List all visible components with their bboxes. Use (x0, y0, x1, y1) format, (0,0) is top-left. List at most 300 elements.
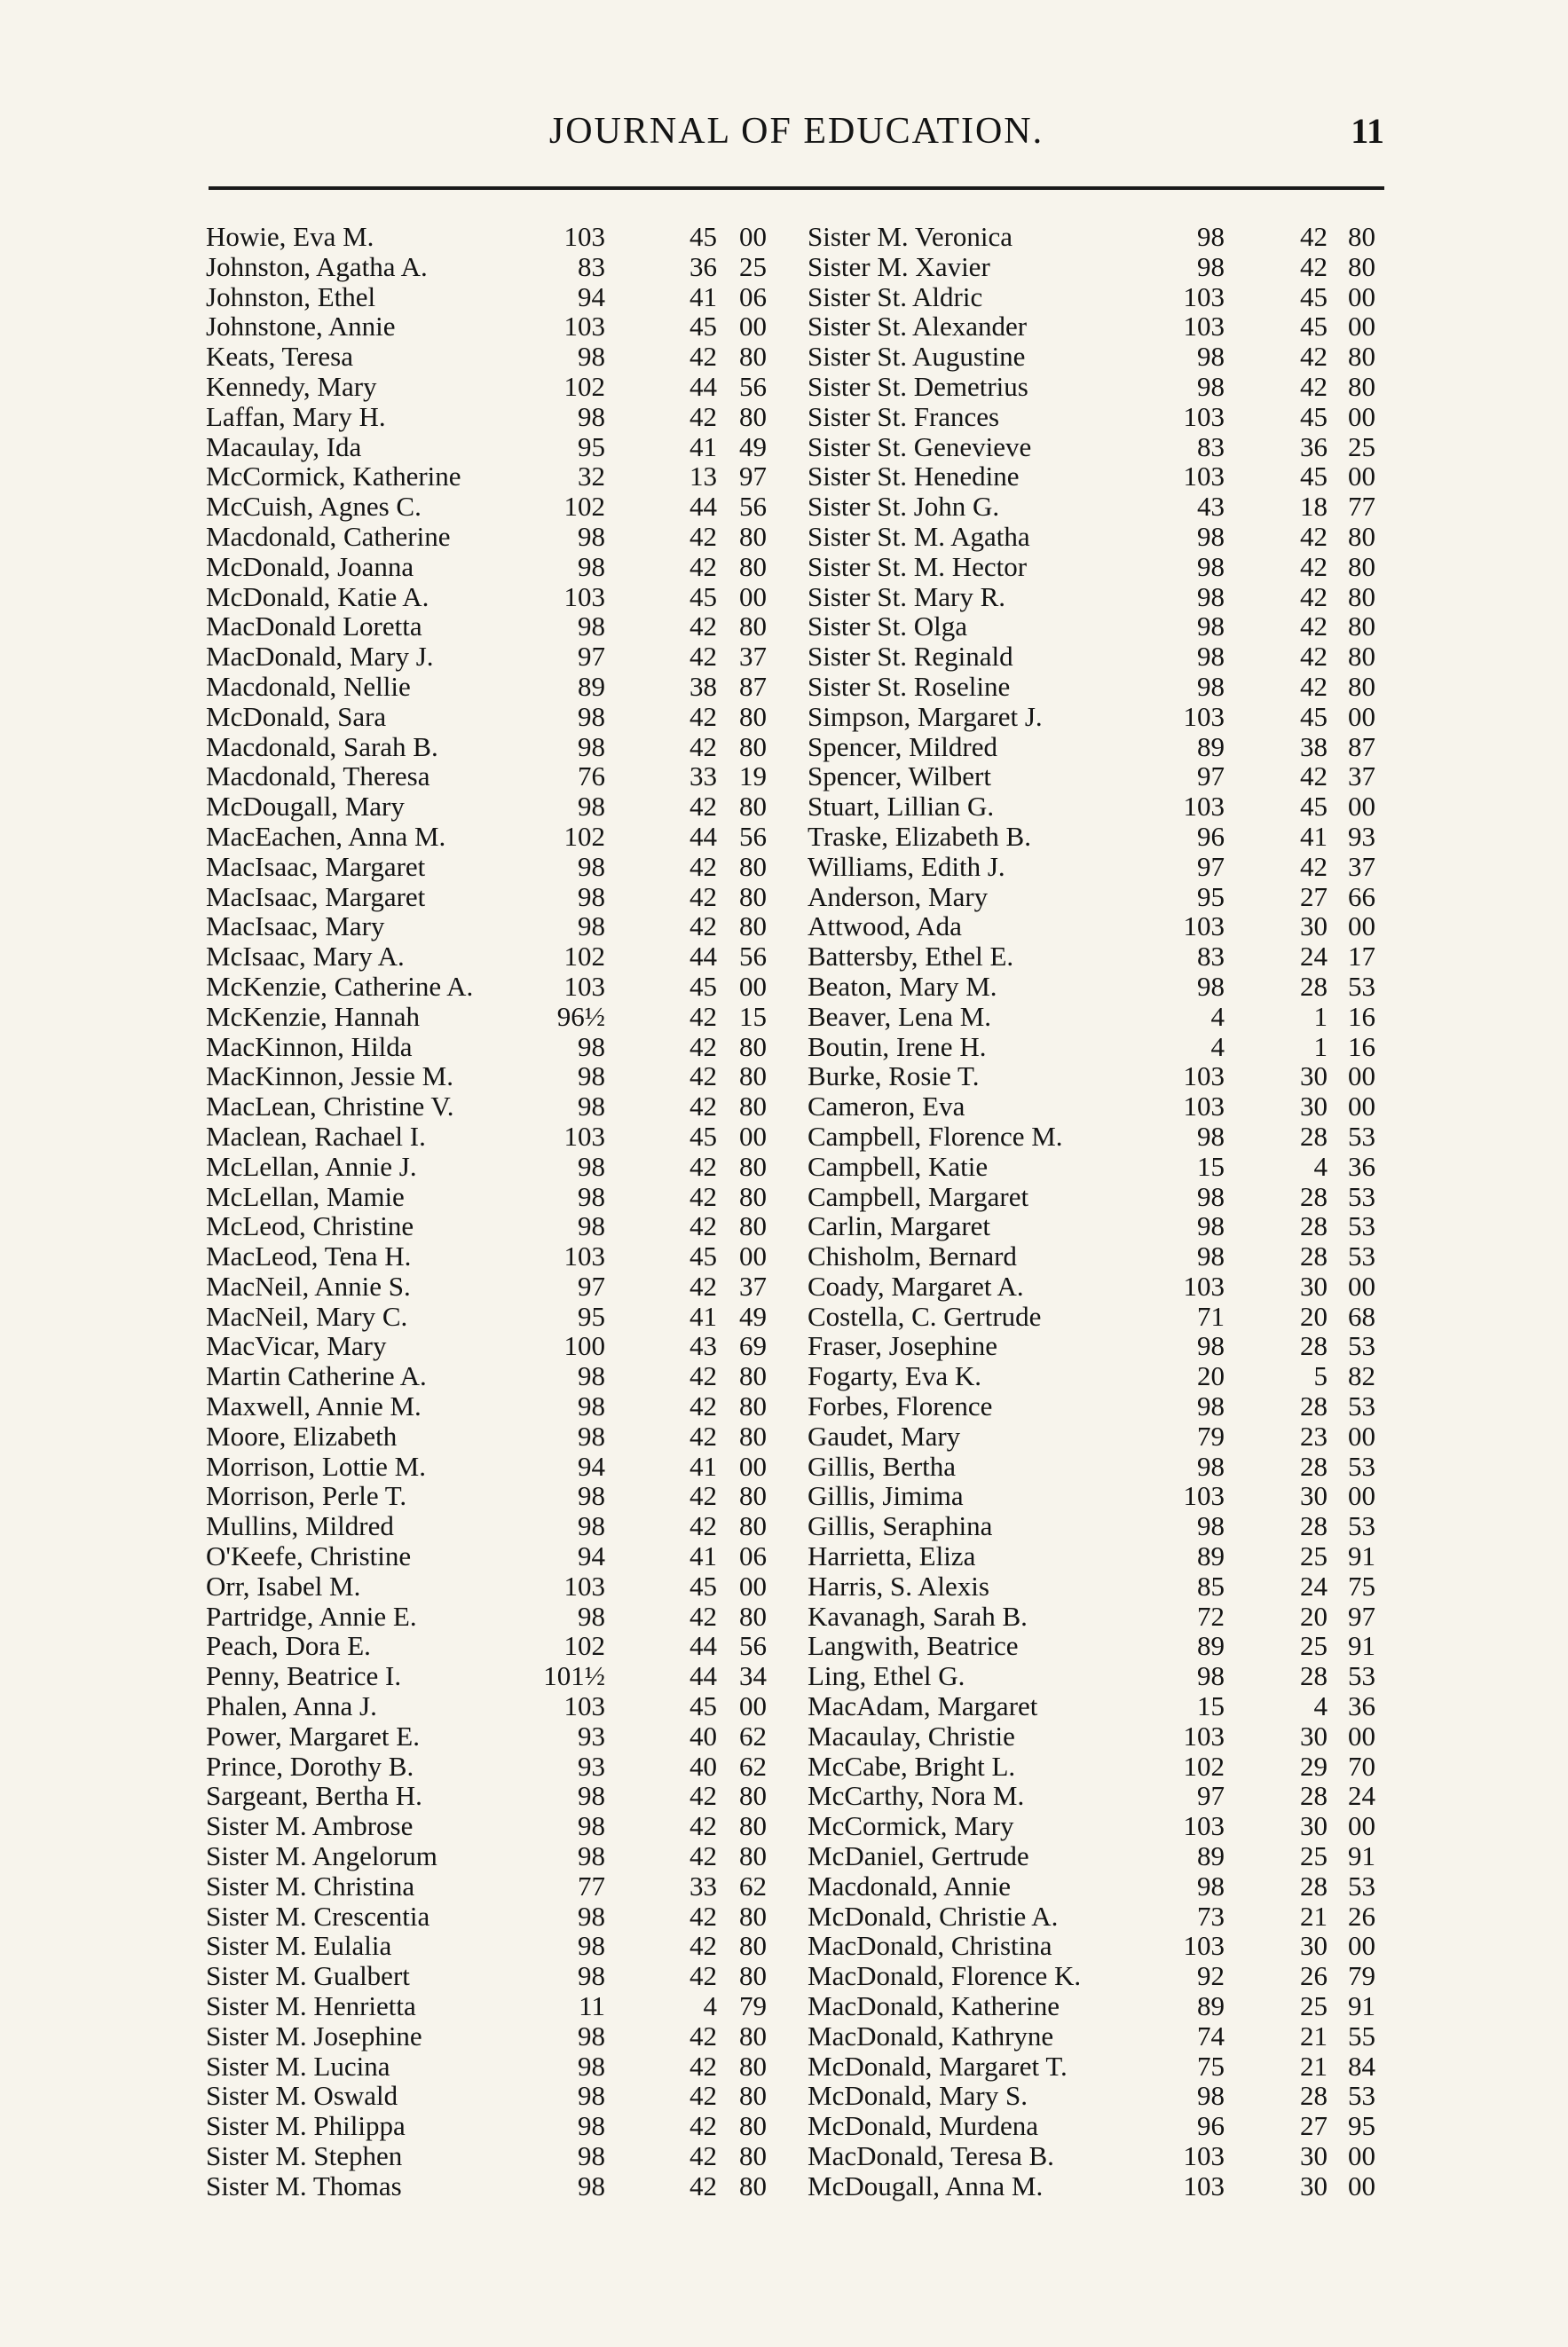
list-row (808, 2052, 1375, 2082)
row-name: MacDonald, Christina (808, 1930, 1052, 1962)
list-row (808, 1811, 1375, 1841)
row-name: Peach, Dora E. (206, 1630, 371, 1662)
row-cents: 68 (1348, 1300, 1375, 1332)
row-days: 103 (1183, 1810, 1225, 1842)
row-name: Campbell, Margaret (808, 1180, 1029, 1212)
list-row (206, 2081, 774, 2111)
row-cents: 49 (739, 1300, 767, 1332)
list-row (808, 2081, 1375, 2111)
list-row (206, 432, 774, 462)
list-row (808, 492, 1375, 522)
row-dollars: 42 (689, 850, 717, 882)
list-row (206, 402, 774, 432)
list-row (808, 972, 1375, 1002)
row-name: Campbell, Florence M. (808, 1120, 1063, 1152)
row-cents: 24 (1348, 1780, 1375, 1812)
row-name: Sister M. Gualbert (206, 1960, 410, 1992)
row-days: 98 (1197, 970, 1225, 1002)
row-days: 98 (1197, 1450, 1225, 1482)
row-cents: 00 (1348, 1091, 1375, 1122)
row-dollars: 42 (689, 1150, 717, 1182)
list-row (808, 1991, 1375, 2021)
row-dollars: 42 (689, 700, 717, 732)
row-cents: 00 (1348, 1270, 1375, 1302)
row-days: 103 (1183, 1930, 1225, 1962)
row-dollars: 28 (1300, 1660, 1328, 1692)
list-row (808, 1152, 1375, 1182)
row-name: Maxwell, Annie M. (206, 1390, 422, 1422)
journal-title: JOURNAL OF EDUCATION. (548, 111, 1044, 152)
row-name: O'Keefe, Christine (206, 1540, 412, 1572)
row-dollars: 4 (703, 1990, 717, 2022)
row-cents: 80 (739, 400, 767, 432)
row-cents: 84 (1348, 2050, 1375, 2082)
list-row (808, 2141, 1375, 2171)
row-cents: 00 (1348, 2170, 1375, 2201)
row-days: 32 (578, 461, 605, 492)
row-days: 98 (578, 1960, 605, 1992)
row-cents: 00 (1348, 2140, 1375, 2171)
row-days: 98 (578, 791, 605, 823)
row-name: MacNeil, Mary C. (206, 1300, 408, 1332)
row-cents: 37 (739, 1270, 767, 1302)
list-row (808, 1931, 1375, 1961)
row-dollars: 28 (1300, 2080, 1328, 2112)
row-cents: 91 (1348, 1630, 1375, 1662)
row-days: 98 (1197, 1870, 1225, 1902)
row-days: 103 (1183, 910, 1225, 942)
row-days: 103 (563, 970, 605, 1002)
row-days: 103 (1183, 1270, 1225, 1302)
row-cents: 80 (739, 880, 767, 912)
list-row (206, 372, 774, 402)
row-days: 74 (1197, 2020, 1225, 2052)
list-row (206, 1422, 774, 1452)
row-name: Langwith, Beatrice (808, 1630, 1019, 1662)
row-cents: 00 (1348, 1930, 1375, 1962)
list-row (206, 1541, 774, 1571)
row-days: 103 (1183, 1720, 1225, 1752)
list-row (206, 1331, 774, 1361)
row-days: 89 (1197, 730, 1225, 762)
row-name: Sister M. Philippa (206, 2110, 406, 2142)
list-row (206, 1032, 774, 1062)
row-days: 98 (578, 700, 605, 732)
row-days: 103 (1183, 2170, 1225, 2201)
row-name: Sargeant, Bertha H. (206, 1780, 422, 1812)
list-row (808, 582, 1375, 612)
row-cents: 80 (739, 2140, 767, 2171)
row-cents: 80 (739, 1091, 767, 1122)
row-days: 98 (578, 730, 605, 762)
row-name: Sister M. Henrietta (206, 1990, 416, 2022)
row-dollars: 41 (1300, 820, 1328, 852)
row-dollars: 42 (1300, 370, 1328, 402)
row-days: 15 (1197, 1150, 1225, 1182)
row-cents: 91 (1348, 1840, 1375, 1872)
row-cents: 00 (739, 1240, 767, 1272)
list-row (808, 1871, 1375, 1902)
row-dollars: 28 (1300, 970, 1328, 1002)
row-dollars: 5 (1313, 1360, 1328, 1392)
row-name: McDonald, Joanna (206, 550, 414, 582)
list-row (206, 461, 774, 492)
row-cents: 93 (1348, 820, 1375, 852)
row-dollars: 27 (1300, 880, 1328, 912)
row-cents: 00 (739, 221, 767, 252)
row-cents: 56 (739, 820, 767, 852)
row-name: McDougall, Anna M. (808, 2170, 1044, 2201)
row-dollars: 20 (1300, 1300, 1328, 1332)
row-cents: 69 (739, 1330, 767, 1362)
list-row (808, 1061, 1375, 1091)
page-header (209, 105, 1384, 167)
row-name: Penny, Beatrice I. (206, 1660, 402, 1692)
row-days: 92 (1197, 1960, 1225, 1992)
row-cents: 80 (739, 1930, 767, 1962)
row-name: McDonald, Sara (206, 700, 387, 732)
row-days: 103 (1183, 1091, 1225, 1122)
row-cents: 00 (739, 1450, 767, 1482)
row-cents: 56 (739, 370, 767, 402)
row-days: 95 (1197, 880, 1225, 912)
row-cents: 00 (1348, 910, 1375, 942)
row-dollars: 30 (1300, 1810, 1328, 1842)
row-name: Johnston, Agatha A. (206, 250, 428, 282)
row-dollars: 42 (689, 730, 717, 762)
row-cents: 80 (739, 1840, 767, 1872)
row-days: 98 (578, 2080, 605, 2112)
row-days: 72 (1197, 1600, 1225, 1632)
row-cents: 97 (1348, 1600, 1375, 1632)
row-cents: 36 (1348, 1150, 1375, 1182)
row-dollars: 42 (1300, 610, 1328, 642)
row-dollars: 25 (1300, 1840, 1328, 1872)
row-dollars: 42 (689, 1270, 717, 1302)
row-cents: 53 (1348, 1240, 1375, 1272)
row-name: Battersby, Ethel E. (808, 941, 1014, 973)
row-dollars: 45 (1300, 791, 1328, 823)
list-row (206, 1122, 774, 1152)
row-dollars: 45 (689, 221, 717, 252)
list-row (808, 1241, 1375, 1272)
row-name: McKenzie, Hannah (206, 1000, 421, 1032)
row-name: Partridge, Annie E. (206, 1600, 417, 1632)
list-row (808, 941, 1375, 972)
row-cents: 80 (739, 850, 767, 882)
row-days: 98 (578, 1210, 605, 1242)
row-days: 98 (578, 550, 605, 582)
row-dollars: 28 (1300, 1120, 1328, 1152)
list-row (206, 2021, 774, 2052)
row-name: Morrison, Perle T. (206, 1480, 407, 1512)
row-cents: 80 (739, 2170, 767, 2201)
list-row (206, 311, 774, 342)
row-cents: 80 (739, 1360, 767, 1392)
list-row (206, 1511, 774, 1541)
row-name: Sister M. Oswald (206, 2080, 398, 2112)
row-cents: 56 (739, 1630, 767, 1662)
list-row (808, 2021, 1375, 2052)
row-cents: 80 (1348, 341, 1375, 373)
row-days: 97 (1197, 760, 1225, 792)
row-days: 89 (1197, 1840, 1225, 1872)
list-row (808, 702, 1375, 732)
row-cents: 00 (1348, 1810, 1375, 1842)
row-days: 97 (1197, 850, 1225, 882)
row-name: MacDonald, Katherine (808, 1990, 1060, 2022)
list-row (808, 1511, 1375, 1541)
row-days: 95 (578, 1300, 605, 1332)
row-cents: 06 (739, 280, 767, 312)
list-row (206, 822, 774, 852)
list-row (808, 1541, 1375, 1571)
row-name: MacDonald Loretta (206, 610, 422, 642)
row-name: Sister St. Genevieve (808, 430, 1032, 462)
row-name: Beaton, Mary M. (808, 970, 997, 1002)
row-dollars: 42 (689, 2080, 717, 2112)
list-row (808, 1002, 1375, 1032)
row-name: Sister St. Olga (808, 610, 967, 642)
list-row (206, 1991, 774, 2021)
row-dollars: 38 (1300, 730, 1328, 762)
row-days: 98 (1197, 1120, 1225, 1152)
list-row (808, 1272, 1375, 1302)
list-row (206, 1691, 774, 1721)
row-cents: 55 (1348, 2020, 1375, 2052)
row-days: 98 (578, 400, 605, 432)
row-days: 85 (1197, 1570, 1225, 1602)
row-cents: 37 (1348, 850, 1375, 882)
list-row (206, 1902, 774, 1932)
row-dollars: 42 (1300, 670, 1328, 702)
row-dollars: 28 (1300, 1330, 1328, 1362)
row-days: 98 (578, 610, 605, 642)
row-days: 98 (1197, 550, 1225, 582)
row-cents: 00 (739, 1120, 767, 1152)
row-dollars: 30 (1300, 1480, 1328, 1512)
row-name: Phalen, Anna J. (206, 1690, 377, 1722)
list-row (206, 1961, 774, 1991)
row-days: 103 (1183, 1060, 1225, 1092)
row-cents: 80 (739, 1780, 767, 1812)
list-row (808, 311, 1375, 342)
row-days: 4 (1210, 1000, 1225, 1032)
row-name: Traske, Elizabeth B. (808, 820, 1031, 852)
row-dollars: 33 (689, 760, 717, 792)
list-row (808, 2111, 1375, 2141)
row-days: 102 (563, 941, 605, 973)
row-name: Orr, Isabel M. (206, 1570, 361, 1602)
row-days: 102 (563, 820, 605, 852)
row-days: 98 (1197, 520, 1225, 552)
row-cents: 62 (739, 1750, 767, 1782)
row-cents: 79 (739, 1990, 767, 2022)
row-name: Sister M. Crescentia (206, 1900, 430, 1932)
row-dollars: 30 (1300, 1270, 1328, 1302)
row-days: 98 (578, 1360, 605, 1392)
row-days: 102 (563, 491, 605, 523)
row-cents: 53 (1348, 1870, 1375, 1902)
row-name: Burke, Rosie T. (808, 1060, 980, 1092)
row-cents: 80 (739, 1900, 767, 1932)
row-dollars: 42 (689, 1030, 717, 1062)
row-cents: 00 (1348, 1420, 1375, 1452)
row-dollars: 44 (689, 1630, 717, 1662)
row-days: 98 (578, 520, 605, 552)
list-row (808, 1032, 1375, 1062)
row-days: 98 (578, 341, 605, 373)
row-name: Martin Catherine A. (206, 1360, 427, 1392)
row-name: Keats, Teresa (206, 341, 353, 373)
row-cents: 62 (739, 1720, 767, 1752)
row-cents: 25 (1348, 430, 1375, 462)
list-row (206, 1781, 774, 1811)
row-name: Gillis, Jimima (808, 1480, 964, 1512)
row-cents: 00 (1348, 400, 1375, 432)
header-rule (209, 186, 1384, 190)
row-days: 98 (1197, 641, 1225, 673)
row-cents: 80 (739, 1420, 767, 1452)
row-name: Macdonald, Sarah B. (206, 730, 438, 762)
row-days: 103 (1183, 280, 1225, 312)
list-row (808, 732, 1375, 762)
row-days: 89 (1197, 1540, 1225, 1572)
row-name: Sister St. Mary R. (808, 580, 1006, 612)
row-cents: 26 (1348, 1900, 1375, 1932)
row-name: Simpson, Margaret J. (808, 700, 1043, 732)
list-row (206, 672, 774, 702)
row-name: MacIsaac, Margaret (206, 850, 426, 882)
row-cents: 06 (739, 1540, 767, 1572)
row-name: Morrison, Lottie M. (206, 1450, 426, 1482)
row-name: Sister M. Stephen (206, 2140, 403, 2171)
row-dollars: 42 (689, 610, 717, 642)
row-cents: 16 (1348, 1000, 1375, 1032)
list-row (808, 882, 1375, 912)
list-row (206, 732, 774, 762)
row-dollars: 42 (1300, 641, 1328, 673)
row-dollars: 42 (689, 910, 717, 942)
row-name: Attwood, Ada (808, 910, 962, 942)
row-cents: 77 (1348, 491, 1375, 523)
row-days: 98 (578, 1030, 605, 1062)
list-row (206, 1631, 774, 1661)
row-dollars: 42 (689, 1900, 717, 1932)
row-cents: 00 (1348, 700, 1375, 732)
row-cents: 00 (739, 311, 767, 343)
row-name: Spencer, Mildred (808, 730, 997, 762)
row-cents: 91 (1348, 1540, 1375, 1572)
list-row (206, 2171, 774, 2201)
row-name: McCormick, Katherine (206, 461, 461, 492)
row-dollars: 45 (1300, 700, 1328, 732)
list-row (808, 372, 1375, 402)
row-name: Sister St. M. Hector (808, 550, 1028, 582)
row-name: Boutin, Irene H. (808, 1030, 987, 1062)
row-name: Sister M. Josephine (206, 2020, 422, 2052)
list-row (206, 761, 774, 792)
row-dollars: 21 (1300, 1900, 1328, 1932)
row-cents: 34 (739, 1660, 767, 1692)
row-cents: 53 (1348, 1210, 1375, 1242)
row-cents: 36 (1348, 1690, 1375, 1722)
list-row (206, 1182, 774, 1212)
row-name: Ling, Ethel G. (808, 1660, 965, 1692)
row-dollars: 42 (1300, 760, 1328, 792)
list-row (808, 1961, 1375, 1991)
row-name: Sister M. Thomas (206, 2170, 402, 2201)
row-name: Spencer, Wilbert (808, 760, 991, 792)
row-dollars: 42 (689, 2110, 717, 2142)
row-days: 83 (578, 250, 605, 282)
row-days: 83 (1197, 941, 1225, 973)
row-cents: 91 (1348, 1990, 1375, 2022)
row-name: MacDonald, Teresa B. (808, 2140, 1054, 2171)
row-name: MacDonald, Kathryne (808, 2020, 1054, 2052)
row-days: 98 (578, 1150, 605, 1182)
row-dollars: 28 (1300, 1450, 1328, 1482)
row-days: 98 (578, 2050, 605, 2082)
list-row (206, 1661, 774, 1691)
list-row (206, 972, 774, 1002)
row-cents: 00 (1348, 1720, 1375, 1752)
row-cents: 70 (1348, 1750, 1375, 1782)
row-name: MacLeod, Tena H. (206, 1240, 412, 1272)
row-dollars: 41 (689, 280, 717, 312)
row-cents: 15 (739, 1000, 767, 1032)
row-dollars: 42 (1300, 520, 1328, 552)
list-row (808, 342, 1375, 372)
row-cents: 53 (1348, 1120, 1375, 1152)
list-row (206, 1091, 774, 1122)
row-days: 103 (563, 1570, 605, 1602)
row-name: MacIsaac, Margaret (206, 880, 426, 912)
row-days: 98 (1197, 1390, 1225, 1422)
list-row (206, 2141, 774, 2171)
row-days: 103 (563, 1120, 605, 1152)
row-days: 77 (578, 1870, 605, 1902)
row-name: Chisholm, Bernard (808, 1240, 1017, 1272)
row-cents: 80 (1348, 610, 1375, 642)
row-name: Harris, S. Alexis (808, 1570, 989, 1602)
row-dollars: 27 (1300, 2110, 1328, 2142)
row-cents: 66 (1348, 880, 1375, 912)
row-dollars: 42 (689, 1480, 717, 1512)
row-dollars: 45 (689, 1690, 717, 1722)
list-row (808, 1211, 1375, 1241)
list-row (206, 1211, 774, 1241)
row-name: MacKinnon, Hilda (206, 1030, 413, 1062)
row-name: McDonald, Murdena (808, 2110, 1038, 2142)
row-dollars: 36 (689, 250, 717, 282)
list-row (808, 852, 1375, 882)
row-days: 98 (578, 1510, 605, 1542)
row-name: Sister St. Roseline (808, 670, 1011, 702)
list-row (808, 1631, 1375, 1661)
row-dollars: 42 (1300, 250, 1328, 282)
list-row (206, 1361, 774, 1391)
row-days: 98 (578, 910, 605, 942)
row-dollars: 42 (689, 1840, 717, 1872)
row-cents: 16 (1348, 1030, 1375, 1062)
row-cents: 80 (739, 1150, 767, 1182)
row-days: 96 (1197, 2110, 1225, 2142)
row-name: MacKinnon, Jessie M. (206, 1060, 453, 1092)
list-row (206, 882, 774, 912)
row-dollars: 21 (1300, 2020, 1328, 2052)
row-name: Howie, Eva M. (206, 221, 374, 252)
